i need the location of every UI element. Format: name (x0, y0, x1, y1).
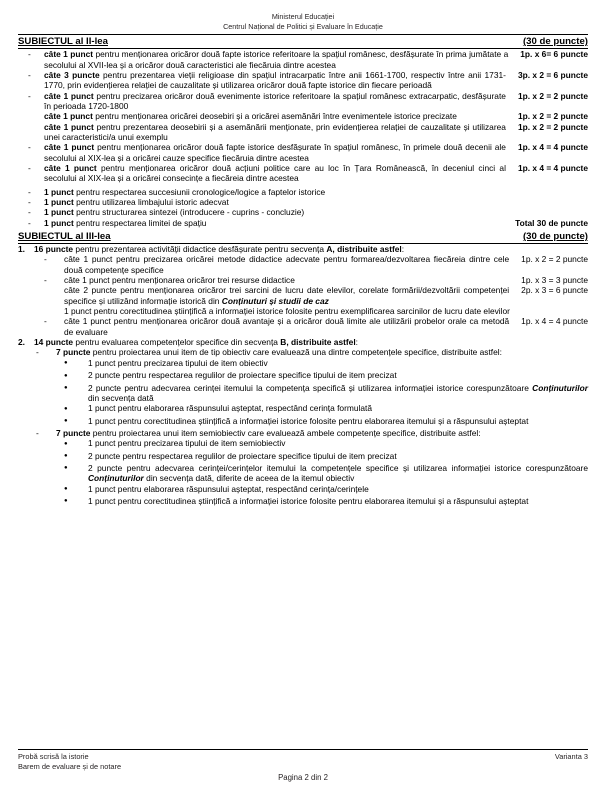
list-item-text: 7 puncte pentru proiectarea unui item semiobiectiv care evaluează ambele competențe specifice, distribuite astfel: (56, 427, 481, 438)
list-item-text: 1 punct pentru elaborarea răspunsului așteptat, respectând cerința formulată (88, 403, 372, 414)
footer-variant: Varianta 3 (554, 752, 588, 762)
subject-3-item-2-group (18, 347, 588, 357)
list-item-text: Total 30 de puncte 1 punct pentru respectarea limitei de spațiu (44, 217, 588, 228)
list-item-text: 1p. x 4 = 4 puncte câte 1 punct pentru menționarea oricăror două acțiuni politice care au loc în Țara Românească, în deceniul cinci al secolului al XIX-lea și a oricărei consecințe a fiecăreia dintre acestea (44, 162, 588, 184)
list-item-text: 16 puncte pentru prezentarea activității didactice desfășurate pentru secvența A, distribuite astfel: (34, 244, 405, 255)
list-item-text: 2 puncte pentru adecvarea cerinței itemului la competența specifică și utilizarea informației istorice corespunzătoare Conținuturilor din secvența dată (88, 382, 588, 403)
list-item-text: 1p. x 4 = 4 puncte câte 1 punct pentru menționarea oricăror două fapte istorice desfășurate în spațiul românesc, în primele două decenii ale secolului al XIX-lea și a oricărei cauze specifice fiecăruia dintre acestea (44, 142, 588, 163)
lead-bold: 1 punct (44, 217, 74, 228)
lead-bold: 7 puncte (56, 347, 91, 358)
points-value: 3p. x 2 = 6 puncte (517, 69, 588, 80)
list-item-text: 1 punct pentru structurarea sintezei (introducere - cuprins - concluzie) (44, 207, 305, 218)
subject-3-heading (18, 230, 588, 243)
footer-page-number: Pagina 2 din 2 (278, 773, 328, 783)
subject-2-item (18, 70, 588, 91)
list-marker: - (28, 69, 31, 80)
subject-2-title-text: SUBIECTUL al II-lea (18, 36, 108, 48)
list-item-text: 1p. x 4 = 4 puncte câte 1 punct pentru menționarea oricăror două avantaje și a oricăror două limite ale utilizării probelor orale ca metodă de evaluare (64, 316, 588, 337)
list-marker: - (28, 197, 31, 207)
footer-scheme-label: Barem de evaluare și de notare (18, 761, 122, 771)
lead-bold: câte 3 puncte (44, 69, 100, 80)
lead-bold: câte 1 punct (44, 162, 97, 173)
sequence-bold: A, distribuite astfel (326, 244, 402, 255)
subject-3-bullet (18, 403, 588, 415)
subject-3-item-1-sub (18, 306, 588, 316)
subject-3-bullet (18, 484, 588, 496)
points-value: 2p. x 3 = 6 puncte (521, 285, 588, 296)
subject-3-bullet (18, 370, 588, 382)
lead-bold: câte 1 punct (44, 111, 93, 122)
lead-bold: 7 puncte (56, 427, 91, 438)
lead-bold: 14 puncte (34, 337, 74, 348)
subject-3-bullet (18, 438, 588, 450)
bullet-dot-icon (64, 358, 88, 370)
lead-bold: câte 1 punct (44, 121, 94, 132)
subject-2-item (18, 163, 588, 184)
subject-2-heading (18, 35, 588, 48)
bullet-dot-icon (64, 403, 88, 415)
list-marker: - (28, 90, 31, 101)
subject-2-item (18, 49, 588, 70)
lead-bold: 16 puncte (34, 244, 74, 255)
points-value: 1p. x 2 = 2 puncte (517, 111, 588, 122)
points-value: 1p. x 3 = 3 puncte (521, 275, 588, 286)
list-item-text: 1 punct pentru utilizarea limbajului istoric adecvat (44, 197, 229, 207)
list-marker: - (44, 254, 47, 265)
footer-exam-label: Probă scrisă la istorie (18, 752, 89, 762)
list-marker: - (36, 427, 39, 438)
subject-3-points: (30 de puncte) (522, 231, 588, 243)
bullet-dot-icon (64, 383, 88, 395)
lead-bold: câte 1 punct (44, 142, 95, 153)
list-item-text: 2p. x 3 = 6 puncte câte 2 puncte pentru menționarea oricăror trei sarcini de lucru date elevilor, corelate formării/dezvoltării competenței specifice și utilizând informație istorică din Conținuturi și studii de caz (64, 285, 588, 306)
list-marker: - (28, 186, 31, 197)
list-item-text: 14 puncte pentru evaluarea competențelor specifice din secvența B, distribuite astfel: (34, 337, 358, 348)
subject-2-final-item (18, 218, 588, 228)
subject-3-body (18, 244, 588, 508)
list-marker: - (28, 207, 31, 218)
list-item-text: 2 puncte pentru respectarea regulilor de proiectare specifice tipului de item precizat (88, 370, 397, 381)
document-header (18, 12, 588, 31)
subject-3-bullet (18, 451, 588, 463)
bullet-dot-icon (64, 451, 88, 463)
subject-3-item-1-sub (18, 254, 588, 275)
list-marker: - (28, 162, 31, 173)
lead-bold: câte 1 punct (44, 49, 94, 60)
subject-2-item (18, 111, 588, 121)
subject-3-item-2-group (18, 428, 588, 438)
subject-3-bullet (18, 416, 588, 428)
list-marker: - (28, 49, 31, 60)
subject-2-final-item (18, 187, 588, 197)
lead-bold: 1 punct (44, 207, 74, 218)
lead-bold: câte 1 punct (44, 90, 94, 101)
subject-2-points: (30 de puncte) (522, 36, 588, 48)
points-value: 1p. x 6= 6 puncte (520, 49, 588, 60)
bullet-dot-icon (64, 496, 88, 508)
bullet-dot-icon (64, 484, 88, 496)
list-item-text: 1p. x 2 = 2 puncte câte 1 punct pentru menționarea oricărei deosebiri și a oricărei asemănări între evenimentele istorice precizate (44, 111, 588, 122)
subject-2-final-item (18, 207, 588, 217)
subject-2-item (18, 142, 588, 163)
subject-2-item (18, 91, 588, 112)
points-value: 1p. x 4 = 4 puncte (521, 316, 588, 327)
points-value: 1p. x 2 = 2 puncte (517, 121, 588, 132)
list-marker: - (28, 142, 31, 153)
points-value: Total 30 de puncte (515, 217, 588, 228)
list-item-text: 1 punct pentru elaborarea răspunsului așteptat, respectând cerința/cerințele (88, 483, 369, 494)
subject-3-bullet (18, 383, 588, 404)
list-item-text: 1 punct pentru corectitudinea științifică a informației istorice folosite pentru exemplificarea sarcinilor de lucru date elevilor (64, 306, 510, 317)
center-line: Centrul Național de Politici și Evaluare în Educație (223, 21, 383, 31)
list-item-text: 3p. x 2 = 6 puncte câte 3 puncte pentru prezentarea vieții religioase din spațiul intracarpatic între anii 1661-1700, respectiv între anii 1731-1770, prin evidențierea relației de cauzalitate și utilizarea oricăror două fapte istorice din fiecare perioadă (44, 69, 588, 91)
list-item-text: 7 puncte pentru proiectarea unui item de tip obiectiv care evaluează una dintre competențele specifice, distribuite astfel: (56, 347, 502, 358)
footer-divider (18, 749, 588, 750)
list-item-text: 1p. x 2 = 2 puncte câte 1 punct pentru precizarea oricăror două evenimente istorice referitoare la spațiul românesc extracarpatic, desfășurate în perioada 1720-1800 (44, 90, 588, 111)
list-item-text: 1p. x 2 = 2 puncte câte 1 punct pentru prezentarea deosebirii și a asemănării menționate, prin evidențierea relației de cauzalitate și utilizarea unei caracteristici/a unui exemplu (44, 121, 588, 142)
subject-3-title-text: SUBIECTUL al III-lea (18, 231, 111, 243)
subject-2-final-item (18, 197, 588, 207)
list-marker: - (44, 316, 47, 327)
content-reference: Conținuturilor (532, 382, 588, 393)
list-item-text: 2 puncte pentru respectarea regulilor de proiectare specifice tipului de item precizat (88, 450, 397, 461)
sequence-bold: B, distribuite astfel (280, 337, 356, 348)
subject-2-body (18, 49, 588, 228)
footer-left (18, 752, 121, 771)
page-footer (18, 749, 588, 783)
list-item-text: 1 punct pentru precizarea tipului de item obiectiv (88, 357, 268, 368)
subject-3-bullet (18, 496, 588, 508)
list-item-text: 1p. x 2 = 2 puncte câte 1 punct pentru precizarea oricărei metode didactice adecvate pentru formarea/dezvoltarea fiecăreia dintre cele două competențe specifice (64, 254, 588, 275)
list-item-text: 1 punct pentru corectitudinea științifică a informației istorice folosite pentru elaborarea itemului și a răspunsului așteptat (88, 415, 529, 426)
subject-3-item-1-sub (18, 316, 588, 337)
bullet-dot-icon (64, 438, 88, 450)
subject-3-title (18, 231, 111, 243)
subject-2-item (18, 122, 588, 143)
subject-2-title (18, 36, 108, 48)
list-marker: 2. (18, 337, 25, 348)
bullet-dot-icon (64, 463, 88, 475)
subject-3-bullet (18, 358, 588, 370)
list-marker: - (28, 217, 31, 228)
list-item-text: 1p. x 6= 6 puncte câte 1 punct pentru menționarea oricăror două fapte istorice referitoare la spațiul românesc, desfășurate în prima jumătate a secolului al XVII-lea și a oricăror două caracteristici ale fiecăruia dintre acestea (44, 49, 588, 70)
list-marker: - (44, 275, 47, 286)
list-item-text: 1 punct pentru respectarea succesiunii cronologice/logice a faptelor istorice (44, 186, 326, 197)
ministry-line: Ministerul Educației (271, 12, 335, 21)
subject-3-item-1 (18, 244, 588, 254)
bullet-dot-icon (64, 370, 88, 382)
list-marker: - (36, 347, 39, 358)
bullet-dot-icon (64, 416, 88, 428)
subject-3-item-1-sub (18, 275, 588, 285)
subject-3-item-2 (18, 337, 588, 347)
subject-3-bullet (18, 463, 588, 484)
list-item-text: 1p. x 3 = 3 puncte câte 1 punct pentru menționarea oricăror trei resurse didactice (64, 275, 588, 286)
points-value: 1p. x 4 = 4 puncte (517, 142, 588, 153)
content-reference: Conținuturilor (88, 473, 144, 484)
points-value: 1p. x 2 = 2 puncte (517, 90, 588, 101)
list-marker: 1. (18, 244, 25, 255)
list-item-text: 1 punct pentru corectitudinea științifică a informației istorice folosite pentru elaborarea itemului și a răspunsului așteptat (88, 495, 529, 506)
points-value: 1p. x 4 = 4 puncte (517, 162, 588, 173)
lead-bold: 1 punct (44, 186, 74, 197)
subject-3-item-1-sub (18, 285, 588, 306)
list-item-text: 1 punct pentru precizarea tipului de item semiobiectiv (88, 438, 286, 449)
content-reference: Conținuturi și studii de caz (221, 295, 329, 306)
list-item-text: 2 puncte pentru adecvarea cerinței/cerințelor itemului la competențele specifice și utilizarea informației istorice corespunzătoare Conținuturilor din secvența dată, diferite de aceea de la itemul obiectiv (88, 462, 588, 484)
points-value: 1p. x 2 = 2 puncte (521, 254, 588, 265)
lead-bold: 1 punct (44, 197, 74, 207)
